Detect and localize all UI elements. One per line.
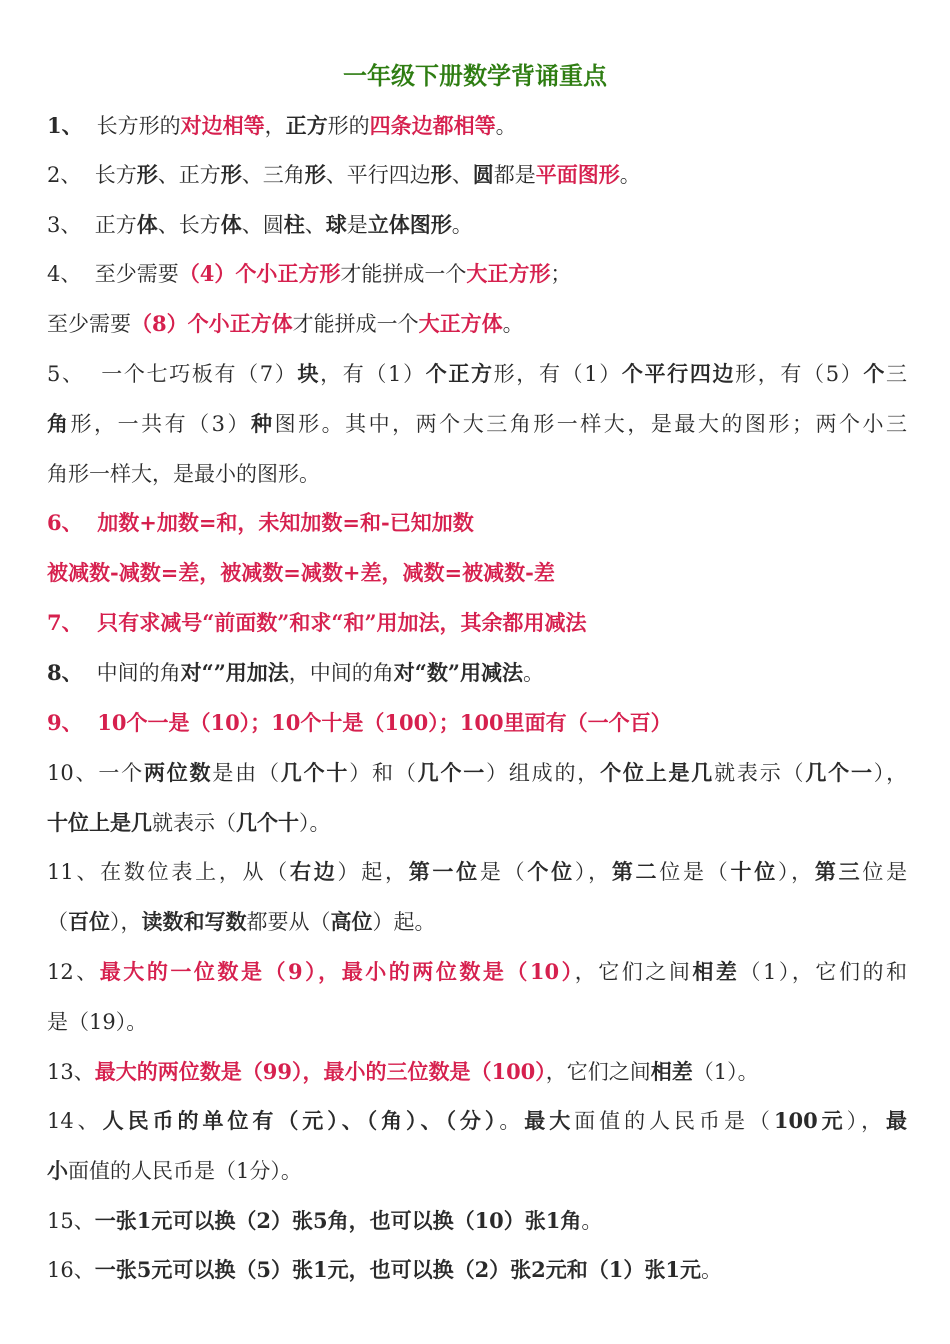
text-line <box>47 308 907 340</box>
text-segment: 。 <box>701 1258 723 1282</box>
text-line <box>47 707 907 739</box>
text-line <box>47 1254 907 1286</box>
bold-text: 角 <box>47 411 71 436</box>
bold-text: 圆 <box>472 162 494 187</box>
text-segment: 12、 <box>47 960 100 984</box>
text-segment: 。 <box>581 1209 603 1233</box>
text-segment: 长方形的 <box>89 114 181 138</box>
text-segment: 15、 <box>47 1209 95 1233</box>
text-segment: ）， <box>873 761 908 785</box>
bold-text: 第二 <box>611 859 660 884</box>
bold-text: 几个十 <box>236 810 299 835</box>
bold-text: 体 <box>220 212 242 237</box>
text-segment: 。 <box>502 312 524 336</box>
bold-text: 一张5元可以换（5）张1元，也可以换（2）张2元和（1）张1元 <box>94 1257 702 1282</box>
text-line <box>47 110 907 142</box>
text-segment: 位是（ <box>659 860 731 884</box>
text-segment: 2、 长方 <box>47 163 137 187</box>
bold-text: 相差 <box>650 1059 693 1084</box>
text-segment: ）和（ <box>349 761 418 785</box>
bold-text: 最 <box>886 1108 908 1133</box>
text-line <box>47 557 907 589</box>
bold-text: 形 <box>430 162 452 187</box>
text-line <box>47 657 907 689</box>
text-segment: 面值的人民币是（1分）。 <box>68 1159 302 1183</box>
text-segment: ，有（1） <box>320 362 426 386</box>
text-segment: 中间的角 <box>89 661 181 685</box>
bold-text: 对“”用加法 <box>180 660 289 685</box>
bold-text: 个平行四边 <box>621 361 736 386</box>
text-segment: 14、 <box>47 1109 103 1133</box>
text-segment: ，它们之间 <box>574 960 693 984</box>
text-segment: ）， <box>777 860 815 884</box>
bold-text: 几个一 <box>805 760 874 785</box>
bold-text: 小 <box>47 1158 68 1183</box>
text-line <box>47 1006 907 1038</box>
text-segment: 、平行四边 <box>325 163 431 187</box>
page-title: 一年级下册数学背诵重点 <box>343 62 607 90</box>
bold-text: 形 <box>220 162 242 187</box>
highlight-text: 7、 只有求减号“前面数”和求“和”用加法，其余都用减法 <box>47 610 587 635</box>
text-line <box>47 209 907 241</box>
text-line <box>47 1205 907 1237</box>
text-segment: ， <box>288 661 310 685</box>
bold-text: 高位 <box>330 909 373 934</box>
text-segment: ，它们之间 <box>545 1060 651 1084</box>
text-segment: 5、 一个七巧板有（7） <box>47 362 298 386</box>
highlight-text: （8）个小正方体 <box>131 311 293 336</box>
text-line <box>47 607 907 639</box>
bold-text: 体 <box>136 212 158 237</box>
bold-text: 形 <box>304 162 326 187</box>
bold-text: 对“数”用减法 <box>393 660 523 685</box>
text-segment: 中间的角 <box>309 661 394 685</box>
text-segment: ）起。 <box>372 910 436 934</box>
bold-text: 种 <box>251 411 275 436</box>
text-segment: ）， <box>110 910 142 934</box>
text-line <box>47 807 907 839</box>
text-segment: 形，有（5） <box>735 362 864 386</box>
text-segment: 是 <box>346 213 368 237</box>
bold-text: 个正方 <box>425 361 494 386</box>
text-segment: 才能拼成一个 <box>292 312 419 336</box>
highlight-text: 6、 加数+加数=和，未知加数=和-已知加数 <box>47 510 474 535</box>
text-segment: 、长方 <box>157 213 221 237</box>
bold-text: 一张1元可以换（2）张5角，也可以换（10）张1角 <box>94 1208 582 1233</box>
text-line <box>47 1056 907 1088</box>
text-segment: ， <box>264 114 286 138</box>
text-line <box>47 1105 907 1137</box>
bold-text: 第一位 <box>408 859 480 884</box>
bold-text: 十位上是几 <box>47 810 152 835</box>
text-segment: 。 <box>495 114 517 138</box>
text-segment: ）起， <box>337 860 409 884</box>
text-segment: （ <box>47 910 68 934</box>
bold-text: 块 <box>297 361 321 386</box>
text-line <box>47 408 907 440</box>
bold-text: 100元 <box>773 1108 847 1133</box>
text-segment: 、三角 <box>241 163 305 187</box>
text-segment: 是由（ <box>212 761 281 785</box>
text-segment: 位是 <box>862 860 908 884</box>
text-segment: 是（ <box>479 860 528 884</box>
bold-text: 两位数 <box>143 760 213 785</box>
highlight-text: 9、 10个一是（10）；10个十是（100）；100里面有（一个百） <box>47 710 672 735</box>
text-line <box>47 458 907 490</box>
text-segment: 形的 <box>327 114 370 138</box>
bold-text: 个位上是几 <box>600 760 715 785</box>
text-line <box>47 1155 907 1187</box>
text-segment: 、正方 <box>157 163 221 187</box>
bold-text: 十位 <box>730 859 778 884</box>
bold-text: 柱 <box>283 212 305 237</box>
text-segment: 11、在数位表上，从（ <box>47 860 291 884</box>
bold-text: 第三 <box>814 859 863 884</box>
text-segment: 、圆 <box>241 213 284 237</box>
text-line <box>47 159 907 191</box>
text-segment: 。 <box>619 163 641 187</box>
text-segment: ）组成的， <box>486 761 601 785</box>
text-segment: 、 <box>304 213 326 237</box>
text-segment: 4、 至少需要 <box>47 262 179 286</box>
text-segment: 10、一个 <box>47 761 144 785</box>
text-segment: 16、 <box>47 1258 95 1282</box>
bold-text: 读数和写数 <box>141 909 247 934</box>
text-segment: 三 <box>886 362 908 386</box>
bold-text: 相差 <box>692 959 740 984</box>
text-segment: 才能拼成一个 <box>340 262 467 286</box>
text-segment: 图形。其中，两个大三角形一样大，是最大的图形；两个小三 <box>274 412 908 436</box>
text-line <box>47 757 907 789</box>
bold-text: 立体图形 <box>367 212 452 237</box>
bold-text: 人民币的单位有（元）、（角）、（分） <box>102 1108 500 1133</box>
text-segment: ）。 <box>299 811 331 835</box>
text-segment: ； <box>550 262 572 286</box>
highlight-text: 最大的两位数是（99），最小的三位数是（100） <box>94 1059 546 1084</box>
bold-text: 百位 <box>68 909 110 934</box>
text-segment: ）， <box>846 1109 887 1133</box>
text-segment: 形，有（1） <box>493 362 622 386</box>
highlight-text: 对边相等 <box>180 113 265 138</box>
text-segment: 13、 <box>47 1060 95 1084</box>
text-segment: 都要从（ <box>246 910 331 934</box>
highlight-text: （4）个小正方形 <box>178 261 341 286</box>
text-line <box>47 507 907 539</box>
highlight-text: 大正方形 <box>466 261 551 286</box>
bold-text: 球 <box>325 212 347 237</box>
text-segment: 至少需要 <box>47 312 131 336</box>
highlight-text: 大正方体 <box>418 311 503 336</box>
text-segment: 面值的人民币是（ <box>574 1109 774 1133</box>
highlight-text: 平面图形 <box>535 162 620 187</box>
text-segment: （1）。 <box>692 1060 759 1084</box>
highlight-text: 四条边都相等 <box>369 113 496 138</box>
bold-text: 正方 <box>285 113 328 138</box>
text-segment: 就表示（ <box>152 811 236 835</box>
text-line <box>47 358 907 390</box>
bold-text: 右边 <box>290 859 338 884</box>
text-segment: 3、 正方 <box>47 213 137 237</box>
text-segment: 都是 <box>493 163 536 187</box>
bold-text: 最大 <box>524 1108 575 1133</box>
text-segment: 形，一共有（3） <box>70 412 252 436</box>
text-segment: 角形一样大，是最小的图形。 <box>47 462 320 486</box>
text-segment: 、 <box>451 163 473 187</box>
bold-text: 几个一 <box>417 760 487 785</box>
text-line <box>47 956 907 988</box>
bold-text: 几个十 <box>280 760 350 785</box>
text-segment: 。 <box>499 1109 525 1133</box>
bold-text: 个位 <box>527 859 575 884</box>
text-segment: 就表示（ <box>714 761 806 785</box>
highlight-text: 被减数-减数=差，被减数=减数+差，减数=被减数-差 <box>47 560 555 585</box>
text-segment: （1），它们的和 <box>739 960 907 984</box>
bold-text: 1、 <box>47 113 90 138</box>
bold-text: 个 <box>863 361 887 386</box>
text-segment: 。 <box>522 661 544 685</box>
text-segment: 是（19）。 <box>47 1010 148 1034</box>
text-line <box>47 906 907 938</box>
text-segment: ）， <box>574 860 612 884</box>
text-segment: 。 <box>451 213 473 237</box>
bold-text: 8、 <box>47 660 90 685</box>
bold-text: 形 <box>136 162 158 187</box>
text-line <box>47 856 907 888</box>
highlight-text: 最大的一位数是（9），最小的两位数是（10） <box>99 959 575 984</box>
text-line <box>47 258 907 290</box>
